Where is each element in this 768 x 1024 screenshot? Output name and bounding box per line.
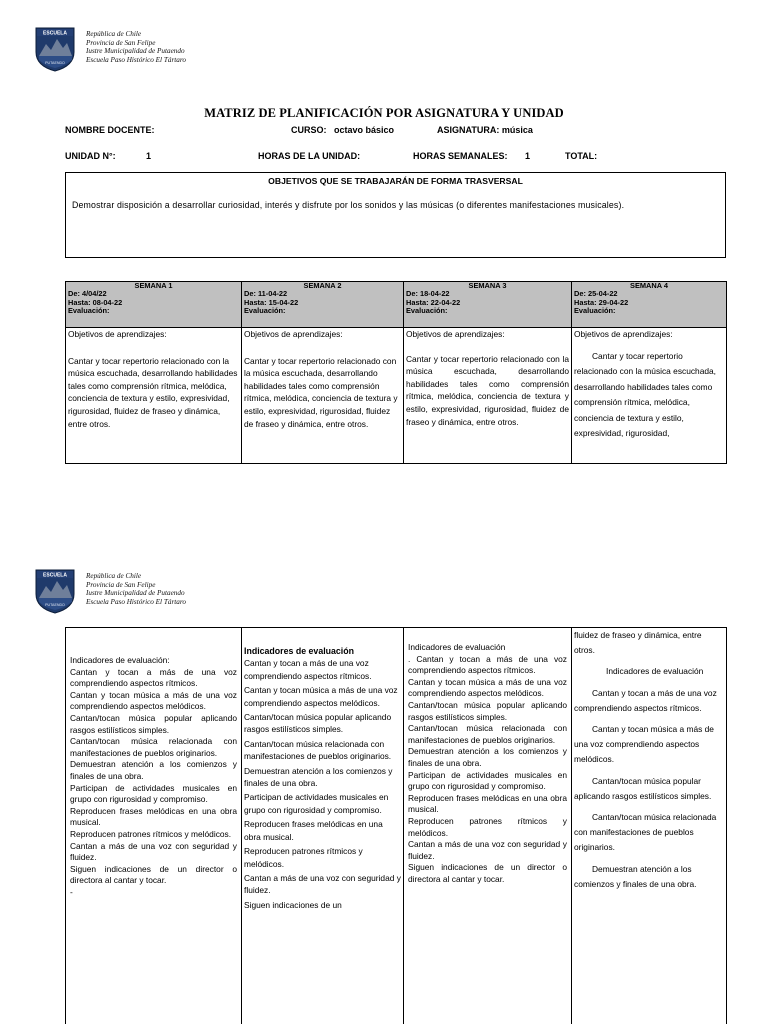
objectives-cell: [66, 328, 242, 464]
indicator-item: Cantan y tocan a más de una voz comprendiendo aspectos rítmicos.: [70, 666, 237, 689]
week-header: [572, 282, 727, 328]
objetivos-text: Demostrar disposición a desarrollar curiosidad, interés y disfrute por los sonidos y las músicas (o diferentes manifestaciones musicales).: [72, 200, 625, 210]
indicator-item: Cantan y tocan música a más de una voz comprendiendo aspectos melódicos.: [70, 689, 237, 712]
institution-line: República de Chile: [86, 572, 142, 580]
school-crest-logo: [34, 568, 76, 614]
curso-label: CURSO:: [291, 125, 327, 135]
institution-line: Escuela Paso Histórico El Tártaro: [86, 597, 186, 606]
indicator-item: Demuestran atención a los comienzos y finales de una obra.: [574, 863, 697, 889]
week-header: [66, 282, 242, 328]
indicator-item: Participan de actividades musicales en grupo con rigurosidad y compromiso.: [408, 769, 567, 792]
asignatura-value: música: [501, 125, 533, 135]
indicators-cell: [404, 628, 572, 1024]
indicator-item: Cantan/tocan música popular aplicando rasgos estilísticos simples.: [574, 775, 712, 801]
indicator-item: . Cantan y tocan a más de una voz comprendiendo aspectos rítmicos.: [408, 653, 567, 676]
indicator-item: Reproducen patrones rítmicos y melódicos.: [244, 846, 363, 869]
objectives-cell: [404, 328, 572, 464]
indicator-item: Cantan y tocan música a más de una voz comprendiendo aspectos melódicos.: [408, 676, 567, 699]
indicators-cell: [242, 628, 404, 1024]
crest-text: ESCUELA: [43, 572, 67, 579]
institution-line: Escuela Paso Histórico El Tártaro: [86, 55, 186, 64]
indicator-item: Cantan a más de una voz con seguridad y fluidez.: [408, 839, 567, 861]
indicator-lead: fluidez de fraseo y dinámica, entre otros.: [574, 630, 702, 656]
institution-line: Provincia de San Felipe: [86, 38, 156, 47]
objetivos-box: [65, 172, 726, 258]
indicator-item: Reproducen frases melódicas en una obra musical.: [244, 819, 383, 842]
school-crest-logo: [34, 26, 76, 72]
indicator-item: Cantan y tocan música a más de una voz comprendiendo aspectos melódicos.: [574, 724, 714, 765]
indicators-label: Indicadores de evaluación: [606, 666, 704, 677]
week-name: SEMANA 1: [134, 281, 173, 290]
crest-bottom-text: PUTAENDO: [45, 603, 65, 607]
indicators-cell: [572, 628, 727, 1024]
page-title: MATRIZ DE PLANIFICACIÓN POR ASIGNATURA Y UNIDAD: [204, 106, 564, 120]
crest-text: ESCUELA: [43, 30, 67, 37]
indicator-item: Cantan/tocan música popular aplicando rasgos estilísticos simples.: [408, 699, 567, 722]
indicator-item: Cantan/tocan música popular aplicando rasgos estilísticos simples.: [70, 712, 237, 735]
objectives-label: Objetivos de aprendizajes:: [244, 329, 343, 339]
horas-unidad-label: HORAS DE LA UNIDAD:: [258, 151, 361, 161]
indicator-item: Siguen indicaciones de un director o directora al cantar y tocar.: [408, 862, 567, 884]
indicator-item: Cantan y tocan a más de una voz comprendiendo aspectos rítmicos.: [244, 658, 372, 681]
indicators-label: Indicadores de evaluación: [244, 646, 354, 656]
horas-semanales-label: HORAS SEMANALES:: [413, 151, 508, 161]
curso-value: octavo básico: [334, 125, 395, 135]
indicator-item: Reproducen frases melódicas en una obra musical.: [70, 805, 237, 828]
objectives-cell: [242, 328, 404, 464]
week-end: Hasta: 29-04-22: [574, 297, 629, 307]
week-start: De: 25-04-22: [574, 289, 618, 299]
objectives-text: Cantar y tocar repertorio relacionado con la música escuchada, desarrollando habilidades tales como comprensión rítmica, melódica, conciencia de textura y estilo, expresividad, rigurosidad, fluidez de fraseo y dinámica, entre otros.: [406, 353, 569, 427]
objectives-cell: [572, 328, 727, 464]
horas-semanales-value: 1: [525, 151, 531, 161]
week-eval: Evaluación:: [406, 305, 448, 315]
indicators-label: Indicadores de evaluación: [408, 642, 506, 652]
curso-field: [291, 125, 394, 135]
weeks-table: [65, 281, 727, 464]
asignatura-label: ASIGNATURA:: [437, 125, 500, 135]
institution-line: Provincia de San Felipe: [86, 580, 156, 589]
indicator-item: -: [70, 886, 73, 897]
week-name: SEMANA 2: [303, 281, 342, 290]
indicator-item: Reproducen frases melódicas en una obra musical.: [408, 792, 567, 815]
indicator-item: Cantan/tocan música relacionada con manifestaciones de pueblos originarios.: [408, 723, 567, 745]
institution-lines: [86, 30, 186, 64]
indicator-item: Cantan/tocan música popular aplicando rasgos estilísticos simples.: [244, 712, 392, 735]
indicator-item: Siguen indicaciones de un director o directora al cantar y tocar.: [70, 863, 237, 886]
indicators-cell: [66, 628, 242, 1024]
objectives-label: Objetivos de aprendizajes:: [574, 329, 673, 339]
indicator-item: Demuestran atención a los comienzos y finales de una obra.: [408, 746, 567, 768]
school-header: [34, 568, 186, 614]
objectives-text: Cantar y tocar repertorio relacionado con la música escuchada, desarrollando habilidades tales como comprensión rítmica, melódica, conciencia de textura y estilo, expresividad, rigurosidad,: [574, 350, 716, 439]
objectives-label: Objetivos de aprendizajes:: [406, 329, 505, 339]
indicator-item: Participan de actividades musicales en grupo con rigurosidad y compromiso.: [70, 782, 237, 805]
institution-line: Iustre Municipalidad de Putaendo: [86, 589, 185, 598]
week-start: De: 4/04/22: [68, 289, 107, 299]
week-header: [404, 282, 572, 328]
objectives-text: Cantar y tocar repertorio relacionado con la música escuchada, desarrollando habilidades tales como comprensión rítmica, melódica, conciencia de textura y estilo, expresividad, rigurosidad, fluidez de fraseo y dinámica, entre otros.: [244, 355, 398, 429]
week-header: [242, 282, 404, 328]
indicator-item: Cantan a más de una voz con seguridad y fluidez.: [70, 840, 237, 863]
week-end: Hasta: 22-04-22: [406, 297, 461, 307]
school-header: [34, 26, 186, 72]
indicator-item: Cantan y tocan música a más de una voz comprendiendo aspectos melódicos.: [244, 685, 398, 708]
week-eval: Evaluación:: [574, 305, 616, 315]
week-name: SEMANA 3: [468, 281, 507, 290]
institution-lines: [86, 572, 186, 606]
objetivos-title: OBJETIVOS QUE SE TRABAJARÁN DE FORMA TRASVERSAL: [268, 176, 523, 186]
week-start: De: 18-04-22: [406, 289, 450, 299]
objectives-label: Objetivos de aprendizajes:: [68, 329, 167, 339]
indicator-item: Cantan y tocan a más de una voz comprendiendo aspectos rítmicos.: [574, 687, 717, 713]
indicator-item: Cantan/tocan música relacionada con manifestaciones de pueblos originarios.: [244, 738, 392, 762]
indicator-item: Reproducen patrones rítmicos y melódicos.: [70, 828, 232, 839]
asignatura-field: [437, 125, 533, 135]
week-end: Hasta: 15-04-22: [244, 297, 299, 307]
indicator-item: Reproducen patrones rítmicos y melódicos.: [408, 815, 567, 838]
unidad-value: 1: [146, 151, 152, 161]
week-eval: Evaluación:: [68, 305, 110, 315]
crest-bottom-text: PUTAENDO: [45, 61, 65, 65]
week-name: SEMANA 4: [630, 281, 668, 290]
objectives-text: Cantar y tocar repertorio relacionado con la música escuchada, desarrollando habilidades tales como comprensión rítmica, melódica, conciencia de textura y estilo, expresividad, rigurosidad, fluidez de fraseo y dinámica, entre otros.: [68, 355, 238, 429]
institution-line: Iustre Municipalidad de Putaendo: [86, 47, 185, 56]
indicator-item: Demuestran atención a los comienzos y finales de una obra.: [70, 759, 237, 781]
indicator-item: Cantan/tocan música relacionada con manifestaciones de pueblos originarios.: [70, 736, 237, 758]
indicators-table: [65, 627, 727, 1024]
week-eval: Evaluación:: [244, 305, 286, 315]
indicator-item: Cantan a más de una voz con seguridad y fluidez.: [244, 872, 401, 896]
indicators-label: Indicadores de evaluación:: [70, 655, 170, 665]
institution-line: República de Chile: [86, 30, 142, 38]
indicator-item: Participan de actividades musicales en grupo con rigurosidad y compromiso.: [244, 792, 389, 815]
week-end: Hasta: 08-04-22: [68, 297, 123, 307]
indicator-item: Demuestran atención a los comienzos y finales de una obra.: [244, 765, 393, 789]
week-start: De: 11-04-22: [244, 289, 288, 299]
docente-label: NOMBRE DOCENTE:: [65, 125, 155, 135]
indicator-item: Cantan/tocan música relacionada con manifestaciones de pueblos originarios.: [574, 812, 717, 853]
total-label: TOTAL:: [565, 151, 598, 161]
unidad-label: UNIDAD N°:: [65, 151, 116, 161]
indicator-item: Siguen indicaciones de un: [244, 899, 342, 910]
